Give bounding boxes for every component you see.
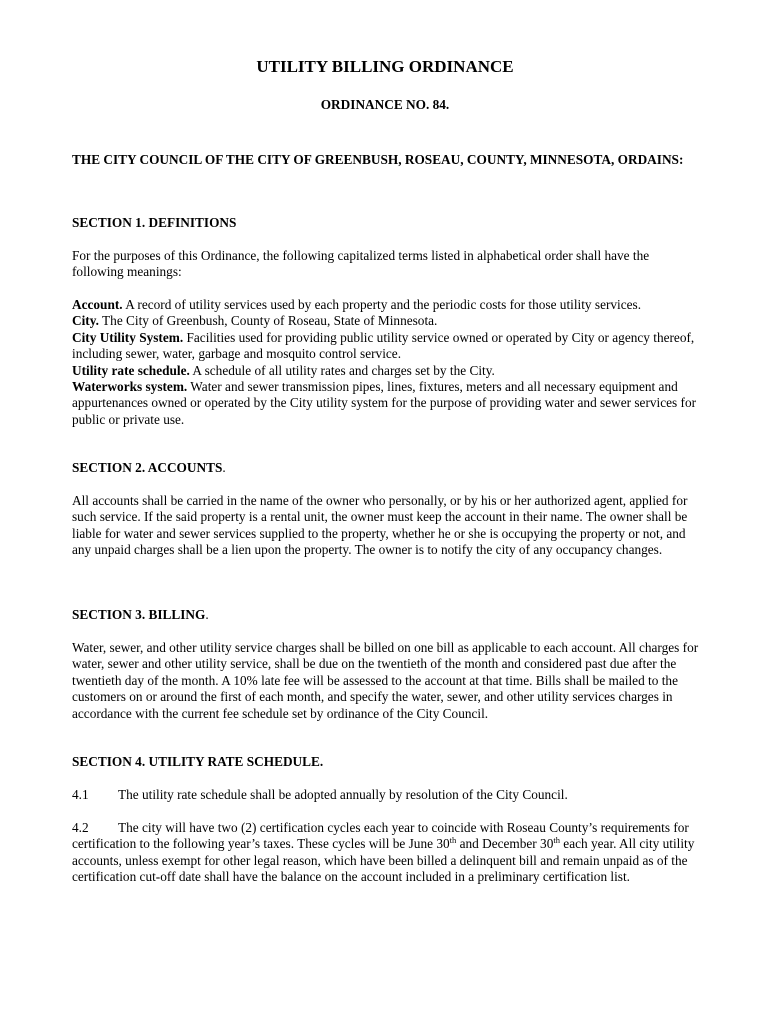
definition-term: Account. [72, 297, 123, 312]
section-2-heading: SECTION 2. ACCOUNTS. [72, 460, 226, 475]
definitions-list [72, 297, 700, 428]
section-1-intro: For the purposes of this Ordinance, the following capitalized terms listed in alphabetical order shall have the following meanings: [72, 248, 650, 280]
definition-text: A record of utility services used by each property and the periodic costs for those utility services. [122, 297, 642, 312]
item-number: 4.2 [72, 820, 89, 835]
section-3-heading: SECTION 3. BILLING. [72, 607, 209, 622]
definition-term: City Utility System. [72, 329, 184, 345]
document-title: UTILITY BILLING ORDINANCE [256, 57, 514, 76]
definition-item [72, 297, 700, 313]
definition-text: A schedule of all utility rates and charges set by the City. [189, 362, 495, 378]
section-4-item-2: 4.2 The city will have two (2) certification cycles each year to coincide with Roseau County’s requirements for certification to the following year’s taxes. These cycles will be June 30th and December 30th each year. All city utility accounts, unless exempt for other legal reason, which have been billed a delinquent bill and remain unpaid as of the certification cut-off date shall have the balance on the account included in a preliminary certification list. [72, 820, 695, 885]
section-2-body: All accounts shall be carried in the name of the owner who personally, or by his or her authorized agent, applied for such service. If the said property is a rental unit, the owner must keep the account in their name. The owner shall be liable for water and sewer services supplied to the property, whether he or she is occupying the property or not, and any unpaid charges shall be a lien upon the property. The owner is to notify the city of any occupancy changes. [72, 493, 688, 558]
definition-text: The City of Greenbush, County of Roseau, State of Minnesota. [98, 313, 438, 329]
definition-text: Water and sewer transmission pipes, lines, fixtures, meters and all necessary equipment and appurtenances owned or operated by the City utility system for the purpose of providing water and sewer services for public or private use. [72, 379, 697, 427]
preamble: THE CITY COUNCIL OF THE CITY OF GREENBUSH, ROSEAU, COUNTY, MINNESOTA, ORDAINS: [72, 152, 684, 167]
definition-item [72, 313, 700, 329]
section-4-heading: SECTION 4. UTILITY RATE SCHEDULE. [72, 754, 324, 769]
definition-text: Facilities used for providing public utility service owned or operated by City or agency thereof, including sewer, water, garbage and mosquito control service. [72, 329, 695, 362]
item-number: 4.1 [72, 787, 89, 802]
definition-item [72, 379, 700, 428]
definition-term: Waterworks system. [72, 379, 188, 395]
section-3-body: Water, sewer, and other utility service charges shall be billed on one bill as applicable to each account. All charges for water, sewer and other utility service, shall be due on the twentieth of the month and considered past due after the twentieth day of the month. A 10% late fee will be assessed to the account at that time. Bills shall be mailed to the customers on or around the first of each month, and specify the water, sewer, and other utility services charges in accordance with the current fee schedule set by ordinance of the City Council. [72, 640, 699, 721]
section-4-item-1 [72, 787, 700, 803]
definition-item [72, 363, 700, 379]
section-1-heading: SECTION 1. DEFINITIONS [72, 215, 237, 230]
ordinance-number: ORDINANCE NO. 84. [320, 97, 450, 112]
item-text: The utility rate schedule shall be adopted annually by resolution of the City Council. [118, 787, 568, 802]
definition-term: City. [72, 313, 99, 329]
definition-item [72, 330, 700, 363]
definition-term: Utility rate schedule. [72, 362, 190, 378]
